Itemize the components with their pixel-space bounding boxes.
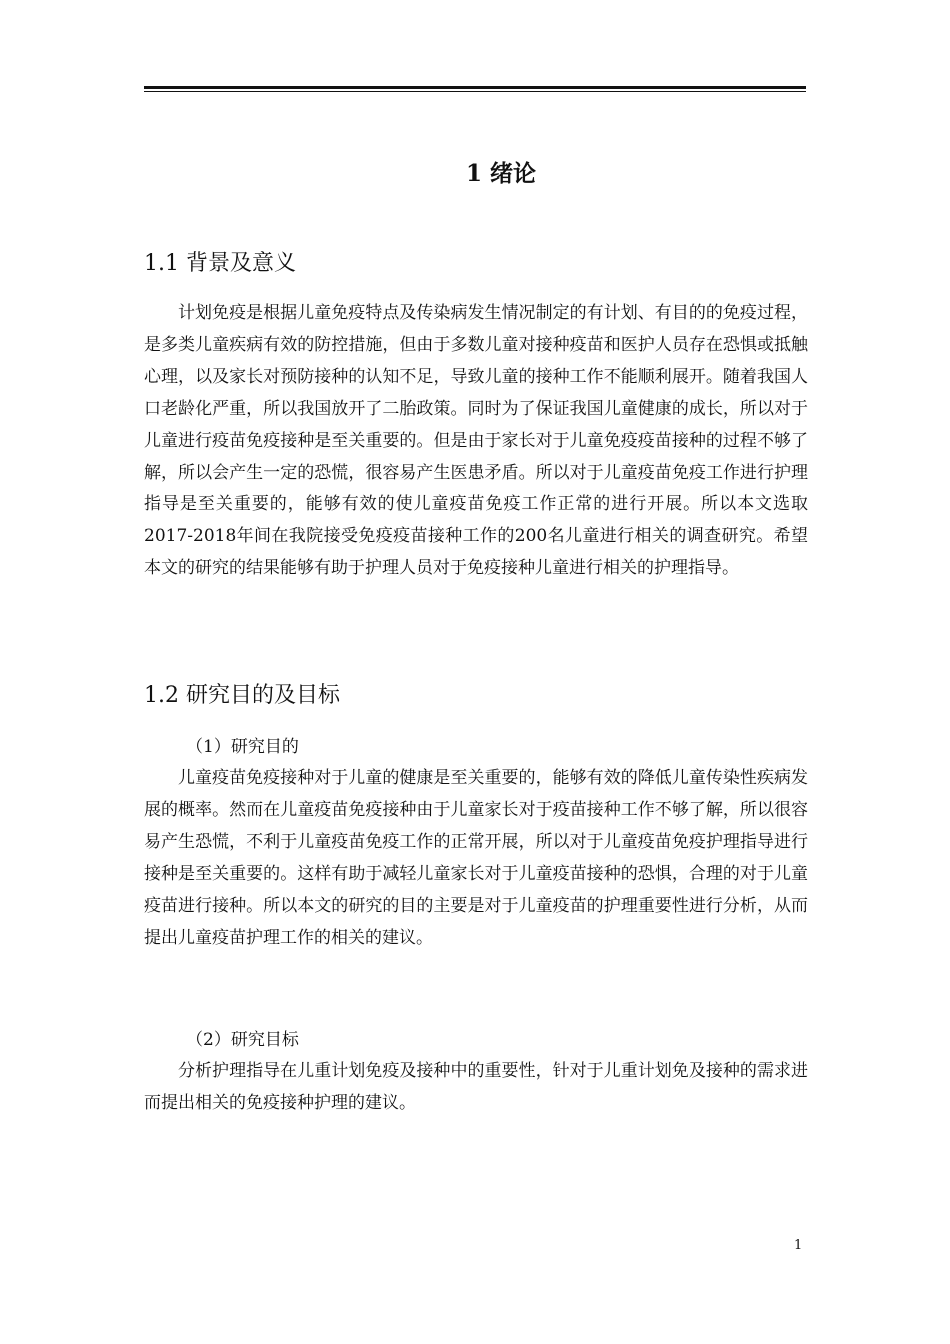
section-heading-background: 1.1 背景及意义 — [144, 251, 296, 276]
header-rule-thick — [144, 86, 806, 89]
chapter-title: 1 绪论 — [465, 160, 536, 187]
section-heading-objectives: 1.2 研究目的及目标 — [144, 683, 340, 708]
header-rule-thin — [144, 91, 806, 92]
subheading-research-goal: （2）研究目标 — [186, 1030, 299, 1050]
page-number: 1 — [794, 1238, 803, 1253]
paragraph-research-goal: 分析护理指导在儿重计划免疫及接种中的重要性，针对于儿重计划免及接种的需求进而提出相关的免疫接种护理的建议。 — [144, 1061, 808, 1113]
paragraph-research-purpose: 儿童疫苗免疫接种对于儿童的健康是至关重要的，能够有效的降低儿童传染性疾病发展的概率。然而在儿童疫苗免疫接种由于儿童家长对于疫苗接种工作不够了解，所以很容易产生恐慌，不利于儿童疫苗免疫工作的正常开展，所以对于儿童疫苗免疫护理指导进行接种是至关重要的。这样有助于减轻儿童家长对于儿童疫苗接种的恐惧，合理的对于儿童疫苗进行接种。所以本文的研究的目的主要是对于儿童疫苗的护理重要性进行分析，从而提出儿童疫苗护理工作的相关的建议。 — [144, 768, 808, 948]
subheading-research-purpose: （1）研究目的 — [186, 737, 299, 757]
paragraph-background: 计划免疫是根据儿童免疫特点及传染病发生情况制定的有计划、有目的的免疫过程，是多类儿童疾病有效的防控措施，但由于多数儿童对接种疫苗和医护人员存在恐惧或抵触心理，以及家长对预防接种的认知不足，导致儿童的接种工作不能顺利展开。随着我国人口老龄化严重，所以我国放开了二胎政策。同时为了保证我国儿童健康的成长，所以对于儿童进行疫苗免疫接种是至关重要的。但是由于家长对于儿童免疫疫苗接种的过程不够了解，所以会产生一定的恐慌，很容易产生医患矛盾。所以对于儿童疫苗免疫工作进行护理指导是至关重要的，能够有效的使儿童疫苗免疫工作正常的进行开展。所以本文选取2017-2018年间在我院接受免疫疫苗接种工作的200名儿童进行相关的调查研究。希望本文的研究的结果能够有助于护理人员对于免疫接种儿童进行相关的护理指导。 — [144, 303, 808, 579]
